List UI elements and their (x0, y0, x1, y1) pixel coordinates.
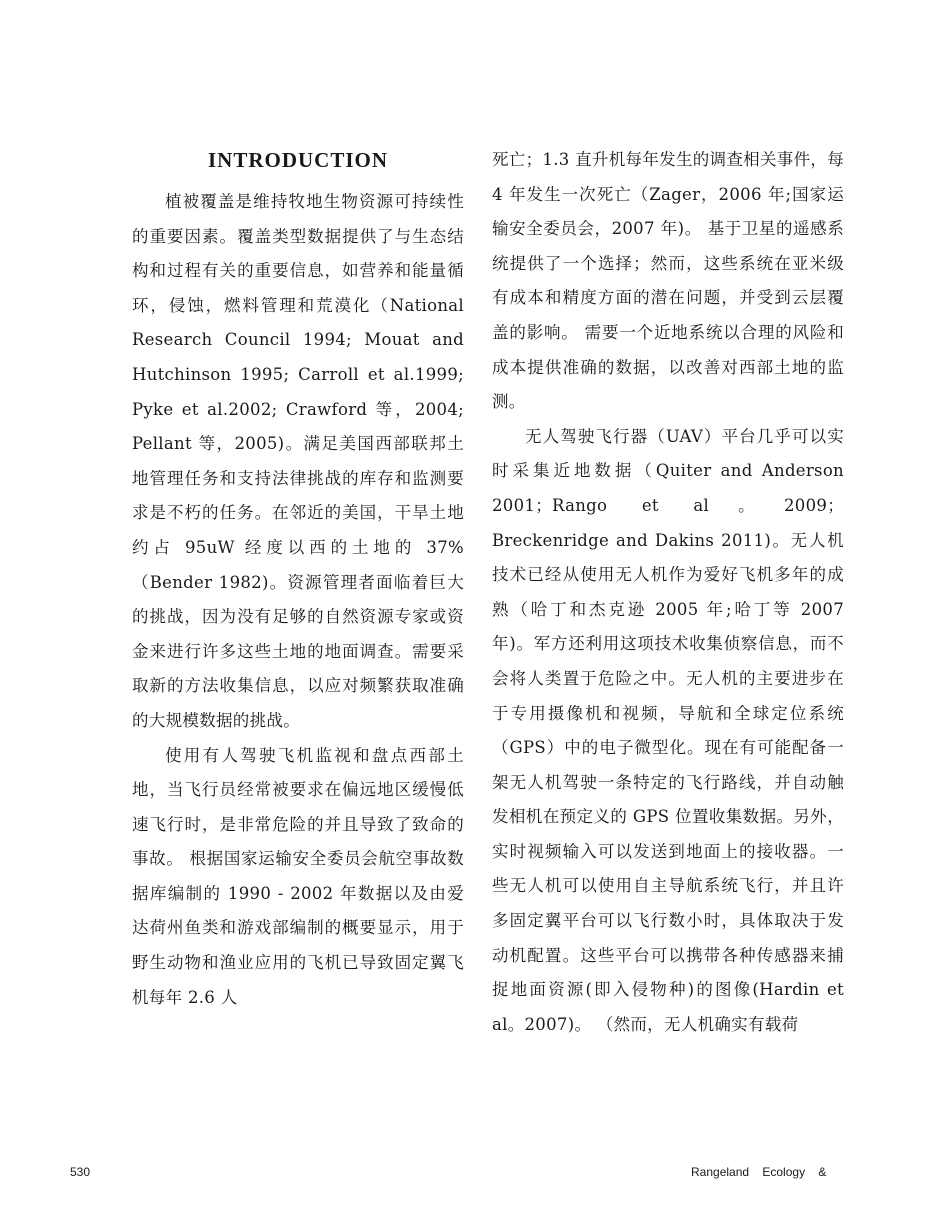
paragraph: 使用有人驾驶飞机监视和盘点西部土地，当飞行员经常被要求在偏远地区缓慢低速飞行时，是非常危险的并且导致了致命的事故。 根据国家运输安全委员会航空事故数据库编制的 1990 - 2002 年数据以及由爱达荷州鱼类和游戏部编制的概要显示，用于野生动物和渔业应用的飞机已导致固定翼飞机每年 2.6 人 (132, 745, 464, 1007)
page-number: 530 (70, 1165, 91, 1179)
section-heading: INTRODUCTION (207, 148, 389, 172)
paragraph-continued: 死亡；1.3 直升机每年发生的调查相关事件，每 4 年发生一次死亡（Zager，2006 年;国家运输安全委员会，2007 年)。 基于卫星的遥感系统提供了一个选择；然而，这些系统在亚米级有成本和精度方面的潜在问题，并受到云层覆盖的影响。 需要一个近地系统以合理的风险和成本提供准确的数据，以改善对西部土地的监测。 (492, 150, 844, 412)
left-column (132, 143, 464, 1015)
right-column (492, 143, 844, 1042)
paragraph: 无人驾驶飞行器（UAV）平台几乎可以实时采集近地数据（Quiter and Anderson 2001；Rango et al。2009；Breckenridge and Dakins 2011)。无人机技术已经从使用无人机作为爱好飞机多年的成熟（哈丁和杰克逊 2005 年;哈丁等 2007 年)。军方还利用这项技术收集侦察信息，而不会将人类置于危险之中。无人机的主要进步在于专用摄像机和视频，导航和全球定位系统（GPS）中的电子微型化。现在有可能配备一架无人机驾驶一条特定的飞行路线，并自动触发相机在预定义的 GPS 位置收集数据。另外，实时视频输入可以发送到地面上的接收器。一些无人机可以使用自主导航系统飞行，并且许多固定翼平台可以飞行数小时，具体取决于发动机配置。这些平台可以携带各种传感器来捕捉地面资源(即入侵物种)的图像(Hardin et al。2007)。 （然而，无人机确实有载荷 (492, 426, 844, 1034)
paragraph: 植被覆盖是维持牧地生物资源可持续性的重要因素。覆盖类型数据提供了与生态结构和过程有关的重要信息，如营养和能量循环，侵蚀，燃料管理和荒漠化（National Research Council 1994; Mouat and Hutchinson 1995; Carroll et al.1999; Pyke et al.2002; Crawford 等，2004; Pellant 等，2005)。满足美国西部联邦土地管理任务和支持法律挑战的库存和监测要求是不朽的任务。在邻近的美国，干旱土地约占 95uW 经度以西的土地的 37%（Bender 1982)。资源管理者面临着巨大的挑战，因为没有足够的自然资源专家或资金来进行许多这些土地的地面调查。需要采取新的方法收集信息，以应对频繁获取准确的大规模数据的挑战。 (132, 192, 464, 730)
journal-name: Rangeland Ecology & (691, 1165, 827, 1179)
